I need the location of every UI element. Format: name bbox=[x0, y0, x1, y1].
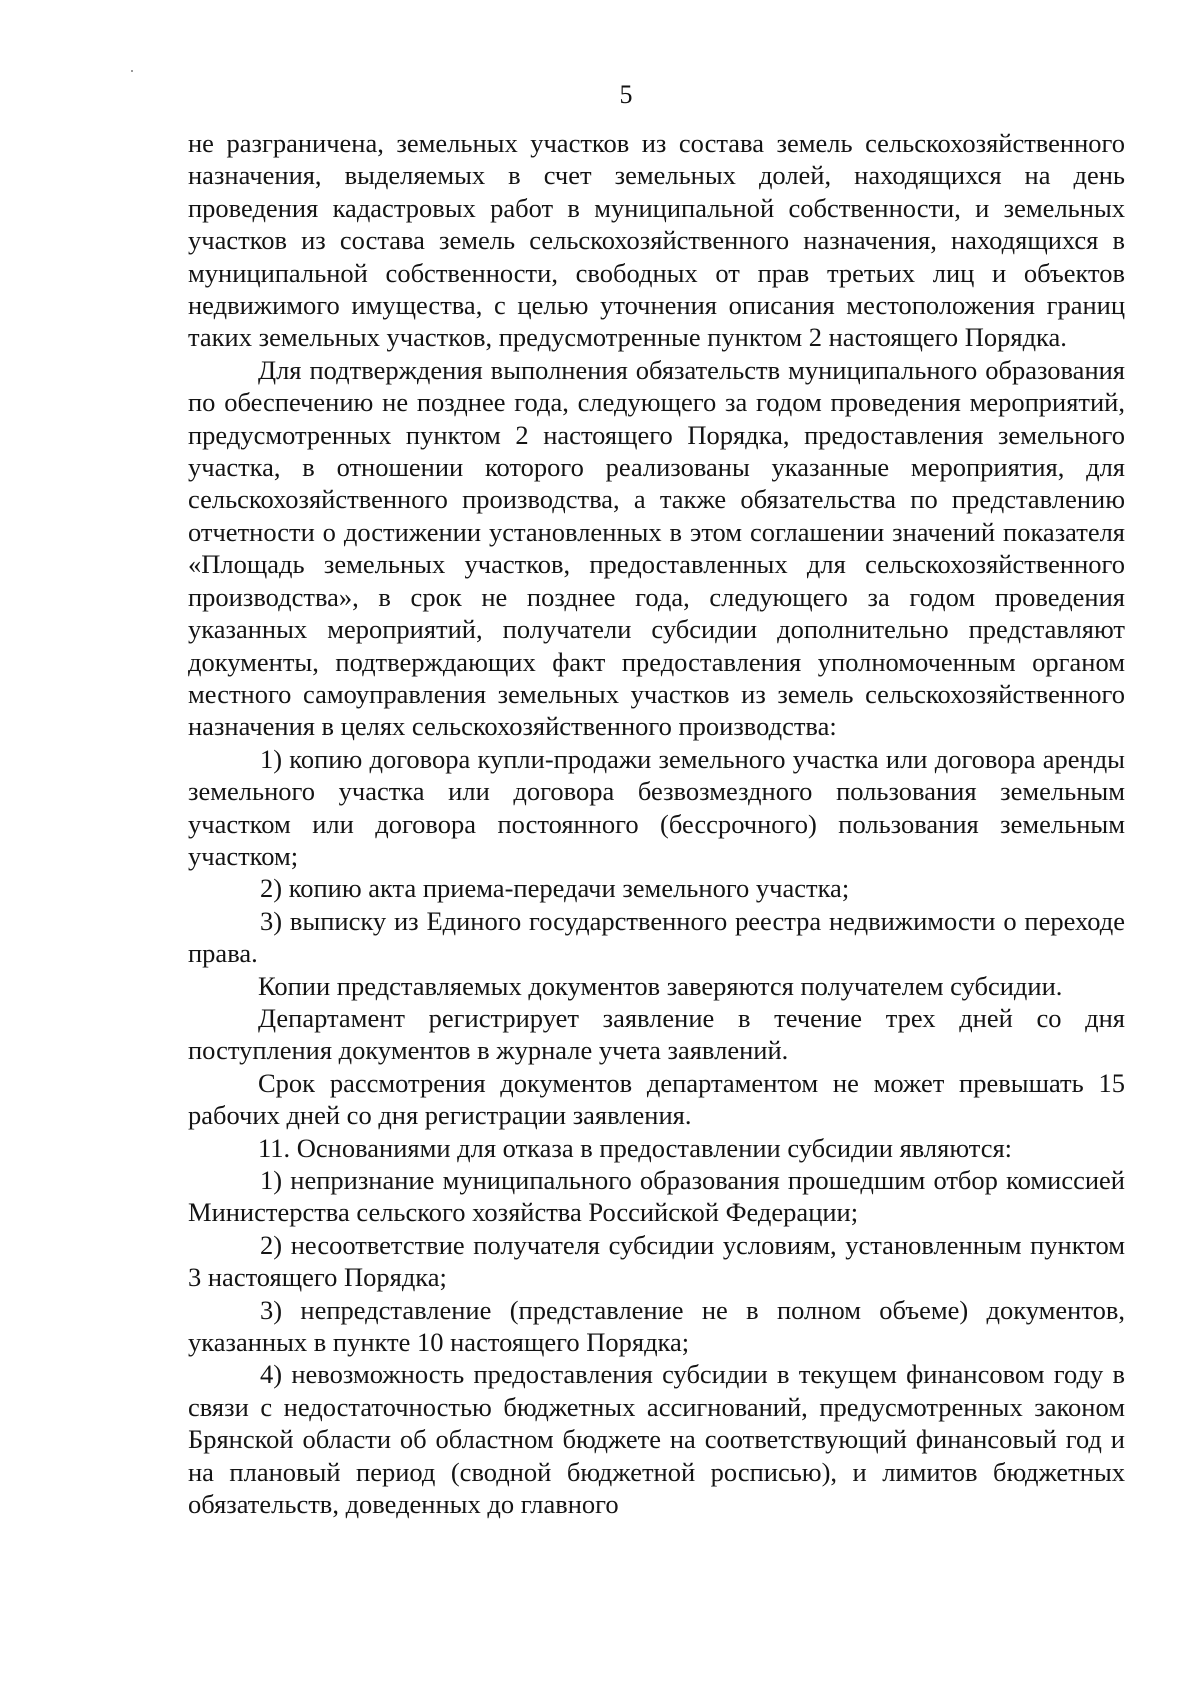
paragraph-confirmation: Для подтверждения выполнения обязательств муниципального образования по обеспечению не позднее года, следующего за годом проведения мероприятий, предусмотренных пунктом 2 настоящего Порядка, предоставления земельного участка, в отношении которого реализованы указанные мероприятия, для сельскохозяйственного производства, а также обязательства по представлению отчетности о достижении установленных в этом соглашении значений показателя «Площадь земельных участков, предоставленных для сельскохозяйственного производства», в срок не позднее года, следующего за годом проведения указанных мероприятий, получатели субсидии дополнительно представляют документы, подтверждающих факт предоставления уполномоченным органом местного самоуправления земельных участков из земель сельскохозяйственного назначения в целях сельскохозяйственного производства: bbox=[188, 354, 1125, 742]
list-item-registry-extract: 3) выписку из Единого государственного реестра недвижимости о переходе права. bbox=[188, 905, 1125, 969]
paragraph-copies-certified: Копии представляемых документов заверяются получателем субсидии. bbox=[258, 970, 1063, 1001]
list-item-noncompliance: 2) несоответствие получателя субсидии условиям, установленным пунктом 3 настоящего Порядка; bbox=[188, 1229, 1125, 1293]
section-11-heading: 11. Основаниями для отказа в предоставлении субсидии являются: bbox=[258, 1132, 1013, 1163]
list-item-contract-copy: 1) копию договора купли-продажи земельного участка или договора аренды земельного участка или договора безвозмездного пользования земельным участком или договора постоянного (бессрочного) пользования земельным участком; bbox=[188, 743, 1125, 871]
list-item-budget-insufficiency: 4) невозможность предоставления субсидии в текущем финансовом году в связи с недостаточностью бюджетных ассигнований, предусмотренных законом Брянской области об областном бюджете на соответствующий финансовый год и на плановый период (сводной бюджетной росписью), и лимитов бюджетных обязательств, доведенных до главного bbox=[188, 1359, 1125, 1520]
list-item-transfer-act: 2) копию акта приема-передачи земельного участка; bbox=[260, 873, 850, 904]
paragraph-registration: Департамент регистрирует заявление в течение трех дней со дня поступления документов в журнале учета заявлений. bbox=[188, 1002, 1125, 1066]
list-item-missing-documents: 3) непредставление (представление не в полном объеме) документов, указанных в пункте 10 настоящего Порядка; bbox=[188, 1294, 1125, 1358]
scan-artifact bbox=[131, 70, 133, 72]
list-item-not-selected: 1) непризнание муниципального образования прошедшим отбор комиссией Министерства сельского хозяйства Российской Федерации; bbox=[188, 1165, 1125, 1228]
document-body bbox=[188, 127, 1125, 1520]
paragraph-continuation: не разграничена, земельных участков из состава земель сельскохозяйственного назначения, выделяемых в счет земельных долей, находящихся на день проведения кадастровых работ в муниципальной собственности, и земельных участков из состава земель сельскохозяйственного назначения, находящихся в муниципальной собственности, свободных от прав третьих лиц и объектов недвижимого имущества, с целью уточнения описания местоположения границ таких земельных участков, предусмотренные пунктом 2 настоящего Порядка. bbox=[188, 128, 1125, 353]
paragraph-review-period: Срок рассмотрения документов департаментом не может превышать 15 рабочих дней со дня регистрации заявления. bbox=[188, 1067, 1125, 1131]
page-number: 5 bbox=[619, 80, 633, 109]
